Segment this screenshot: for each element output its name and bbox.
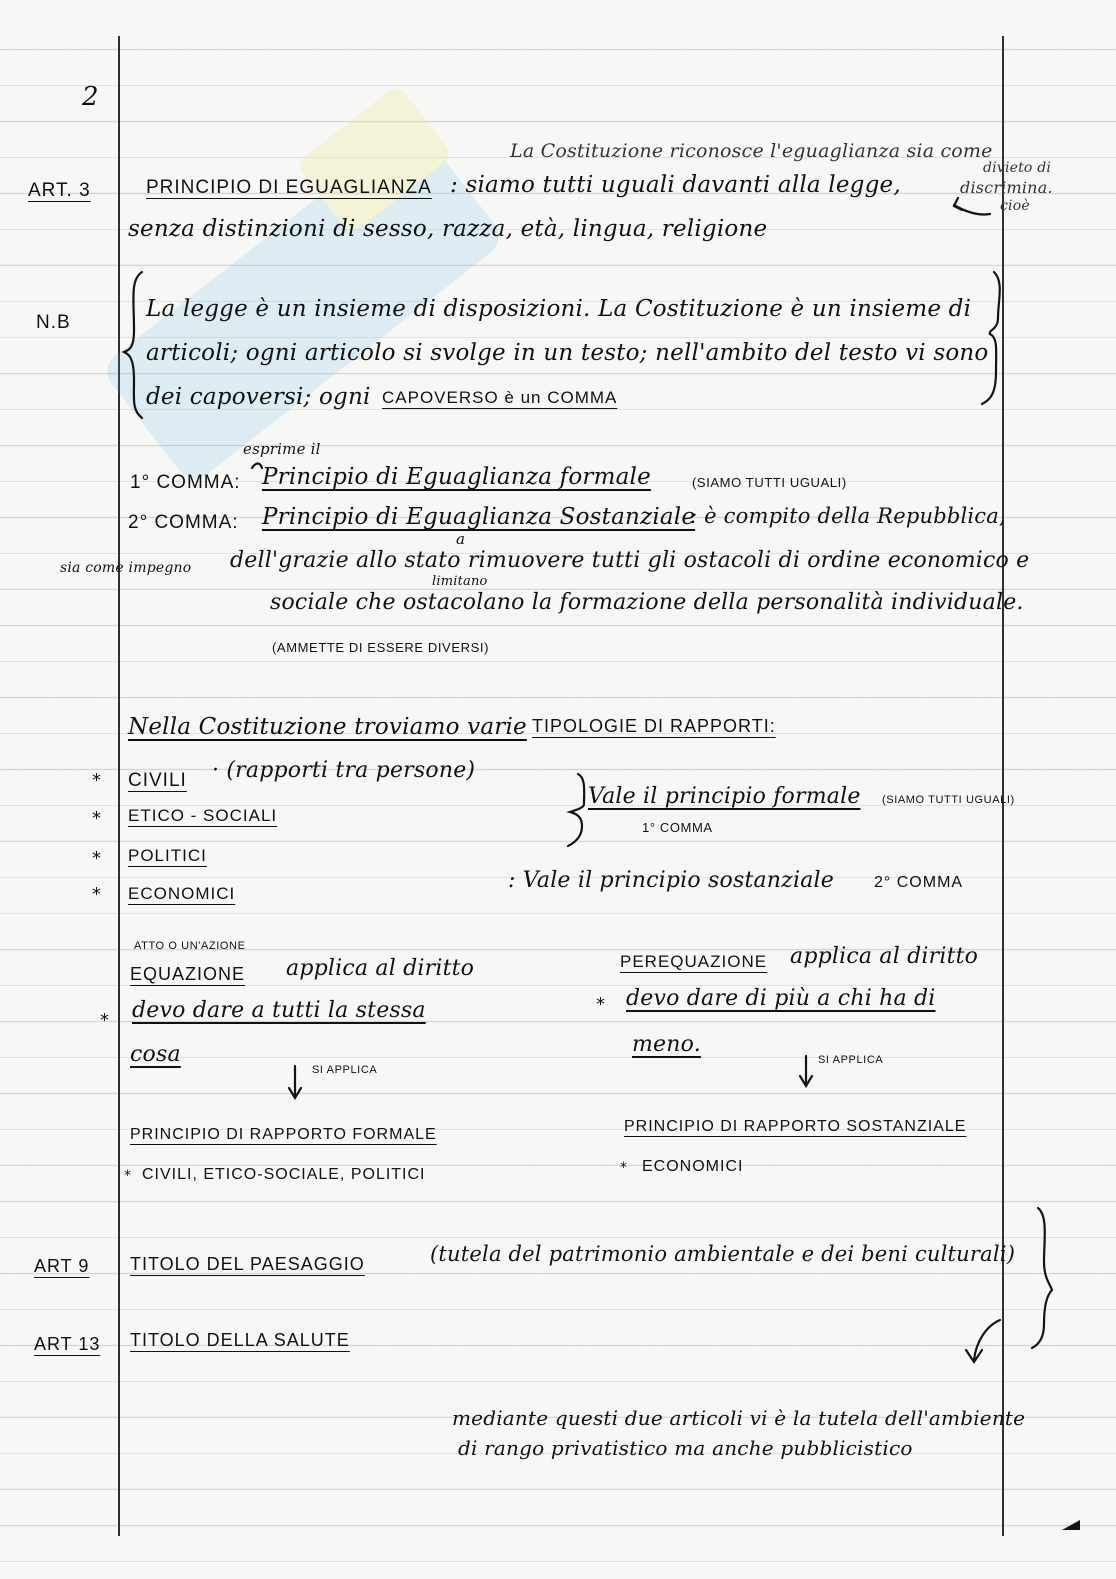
- principio-sostanziale-items: ECONOMICI: [642, 1158, 744, 1175]
- side-note-line2: divieto di: [983, 160, 1052, 176]
- commi-above: esprime il: [243, 440, 321, 458]
- nb-line2: articoli; ogni articolo si svolge in un testo; nell'ambito del testo vi sono: [146, 340, 989, 366]
- art9-label: ART 9: [34, 1256, 90, 1276]
- equazione-title: EQUAZIONE: [130, 964, 246, 984]
- rapporti-brace-icon: [568, 774, 584, 846]
- comma1-text: Principio di Eguaglianza formale: [262, 464, 651, 490]
- side-note-line4: cioè: [1000, 198, 1030, 214]
- comma2-paren: (AMMETTE DI ESSERE DIVERSI): [272, 640, 490, 655]
- art9-text: (tutela del patrimonio ambientale e dei beni culturali): [430, 1242, 1016, 1266]
- rapporto-etico-label: ETICO - SOCIALI: [128, 806, 278, 825]
- bullet-icon: *: [596, 994, 605, 1015]
- side-note-line1: La Costituzione riconosce l'eguaglianza sia come: [510, 140, 993, 162]
- perequazione-line2: devo dare di più a chi ha di: [626, 986, 936, 1011]
- rapporti-sost-comma: 2° COMMA: [874, 874, 964, 891]
- comma2-left-note: sia come impegno: [60, 560, 192, 576]
- art9-title: TITOLO DEL PAESAGGIO: [130, 1254, 365, 1274]
- pointer-arrow-icon: [974, 1320, 1000, 1360]
- art-brace-icon: [1032, 1208, 1052, 1348]
- comma2-cont: : è compito della Repubblica,: [690, 504, 1006, 528]
- comma1-label: 1° COMMA:: [130, 472, 241, 493]
- nb-line3b: CAPOVERSO è un COMMA: [382, 388, 618, 407]
- bullet-icon: *: [92, 884, 101, 905]
- rapporti-intro: Nella Costituzione troviamo varie: [128, 714, 527, 740]
- principio-formale-items: CIVILI, ETICO-SOCIALE, POLITICI: [142, 1166, 426, 1183]
- comma2-above-a: a: [456, 530, 466, 548]
- nb-line1: La legge è un insieme di disposizioni. La Costituzione è un insieme di: [146, 296, 972, 322]
- side-note-line3: discrimina.: [960, 178, 1053, 197]
- rapporti-formal-note: Vale il principio formale: [588, 784, 861, 809]
- page-corner-mark-icon: [1062, 1520, 1080, 1530]
- page-number: 2: [82, 82, 99, 112]
- rapporti-intro-caps: TIPOLOGIE DI RAPPORTI:: [532, 716, 776, 736]
- rapporto-economici-label: ECONOMICI: [128, 884, 236, 903]
- rapporto-politici-label: POLITICI: [128, 846, 207, 865]
- art3-text1: : siamo tutti uguali davanti alla legge,: [450, 172, 901, 198]
- bullet-icon: *: [92, 808, 101, 829]
- bullet-icon: *: [620, 1160, 627, 1176]
- perequazione-arrow-label: SI APPLICA: [818, 1054, 884, 1066]
- rapporti-sost-note: : Vale il principio sostanziale: [508, 868, 834, 893]
- nb-label: N.B: [36, 312, 71, 333]
- conclusion-line1: mediante questi due articoli vi è la tutela dell'ambiente: [452, 1406, 1026, 1430]
- conclusion-line2: di rango privatistico ma anche pubblicistico: [458, 1436, 913, 1460]
- bullet-icon: *: [124, 1168, 131, 1184]
- bullet-icon: *: [100, 1010, 109, 1031]
- comma1-note: (SIAMO TUTTI UGUALI): [692, 475, 847, 490]
- art3-title: PRINCIPIO DI EGUAGLIANZA: [146, 177, 432, 198]
- perequazione-title-rest: applica al diritto: [790, 944, 979, 969]
- nb-right-brace-icon: [982, 272, 1000, 404]
- art3-label: ART. 3: [28, 180, 91, 201]
- rapporti-formal-paren: (SIAMO TUTTI UGUALI): [882, 794, 1015, 806]
- art3-text2: senza distinzioni di sesso, razza, età, lingua, religione: [128, 216, 768, 242]
- perequazione-title: PEREQUAZIONE: [620, 952, 768, 971]
- comma2-label: 2° COMMA:: [128, 512, 239, 533]
- principio-formale: PRINCIPIO DI RAPPORTO FORMALE: [130, 1126, 437, 1143]
- equazione-arrow-label: SI APPLICA: [312, 1064, 378, 1076]
- comma2-line-b: sociale che ostacolano la formazione della personalità individuale.: [270, 590, 1024, 615]
- principio-sostanziale: PRINCIPIO DI RAPPORTO SOSTANZIALE: [624, 1118, 967, 1135]
- nb-line3a: dei capoversi; ogni: [146, 384, 371, 410]
- comma2-line-a: dell'grazie allo stato rimuovere tutti gli ostacoli di ordine economico e: [230, 548, 1030, 573]
- rapporti-formal-comma: 1° COMMA: [642, 820, 713, 835]
- bullet-icon: *: [92, 770, 101, 791]
- equazione-line3: cosa: [130, 1042, 181, 1067]
- rapporto-civili-note: · (rapporti tra persone): [212, 758, 476, 783]
- rapporto-civili-label: CIVILI: [128, 770, 187, 791]
- equazione-line2: devo dare a tutti la stessa: [132, 998, 426, 1023]
- comma2-text: Principio di Eguaglianza Sostanziale: [262, 504, 696, 530]
- comma2-above-b: limitano: [432, 574, 488, 589]
- perequazione-line3: meno.: [632, 1032, 701, 1057]
- bullet-icon: *: [92, 848, 101, 869]
- nb-left-brace-icon: [124, 272, 142, 418]
- art13-label: ART 13: [34, 1334, 101, 1354]
- equazione-above: ATTO O UN'AZIONE: [134, 940, 246, 952]
- equazione-title-rest: applica al diritto: [286, 956, 475, 981]
- art13-title: TITOLO DELLA SALUTE: [130, 1330, 350, 1350]
- comma-caret-icon: [252, 464, 262, 469]
